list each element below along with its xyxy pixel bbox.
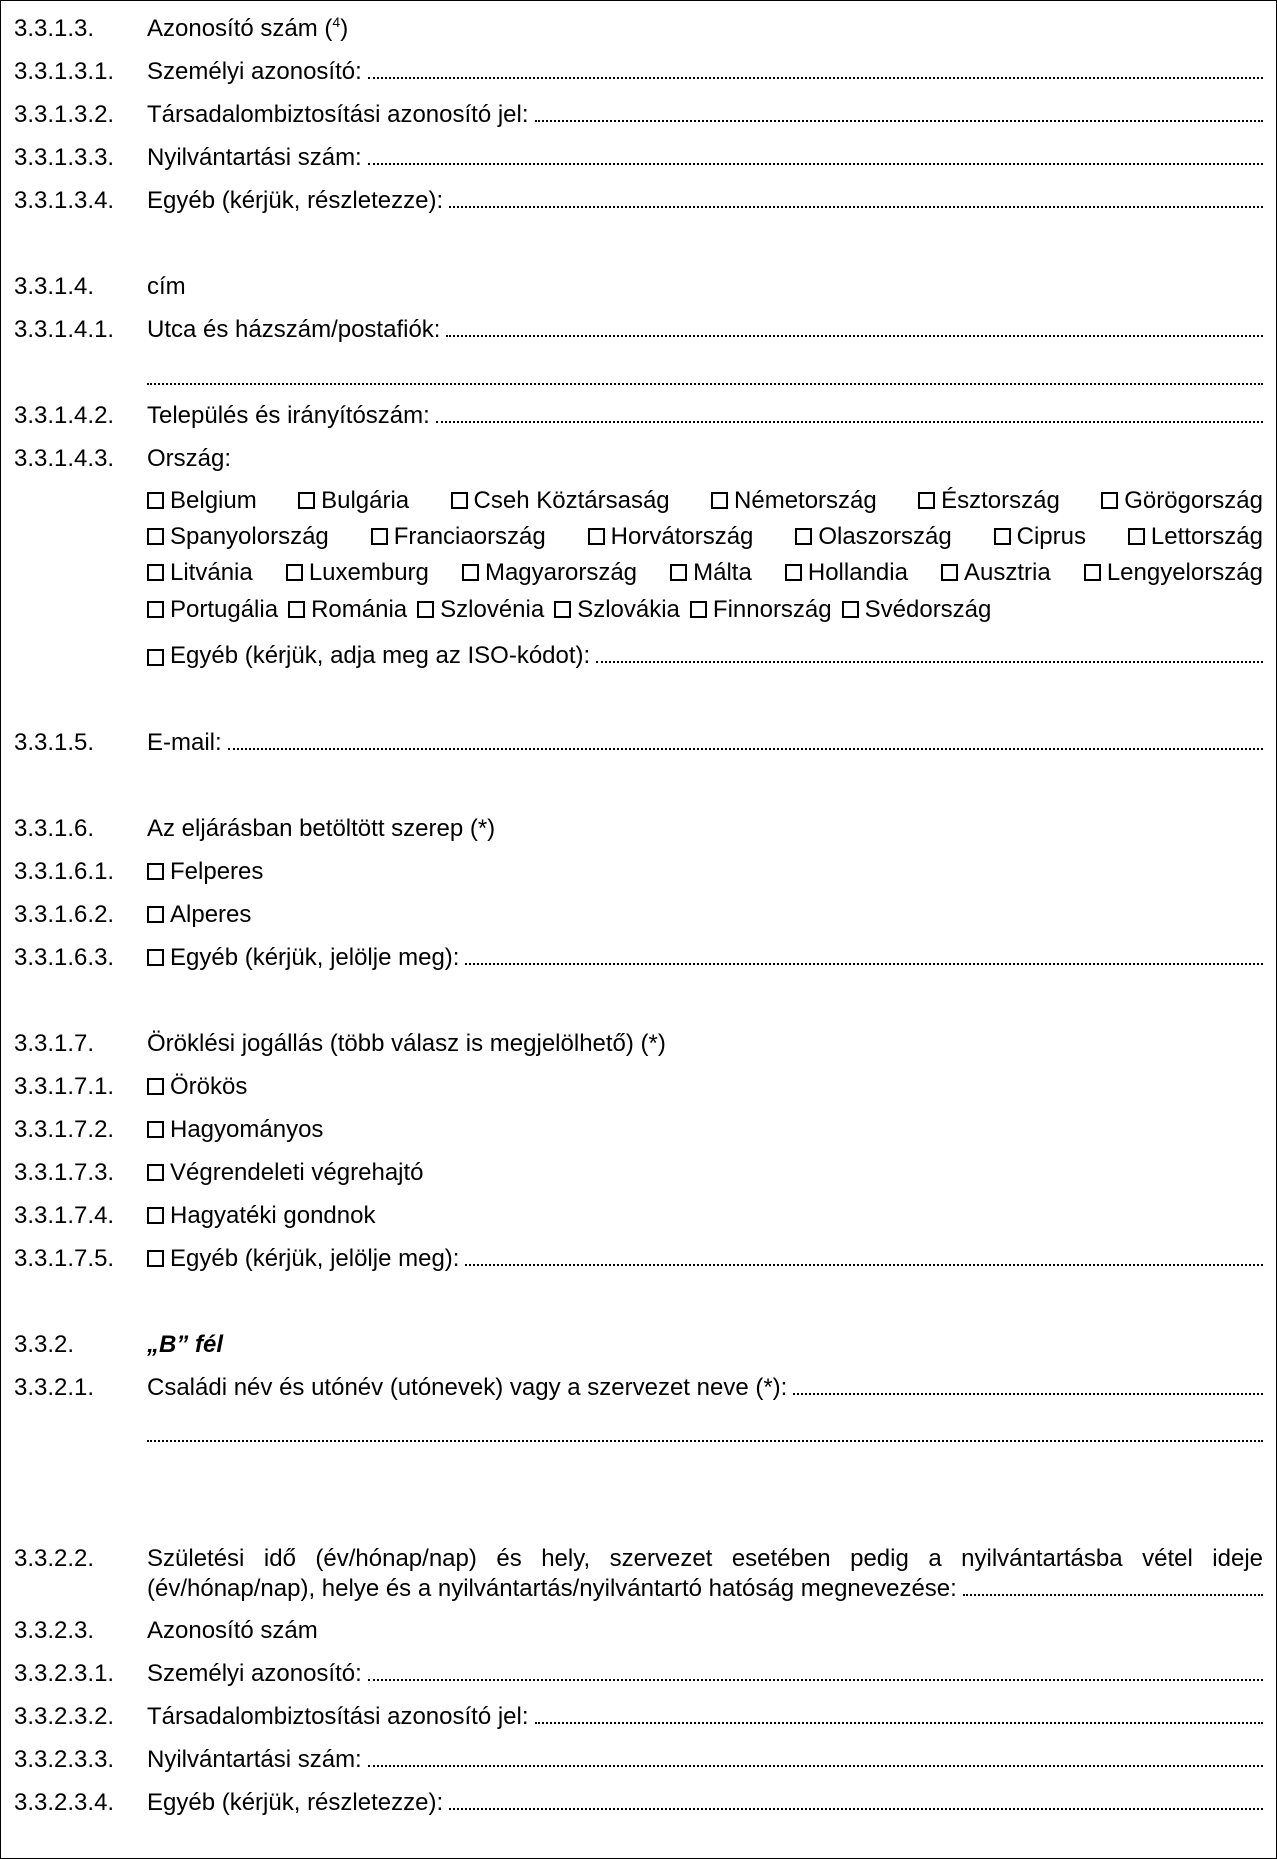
field-number: 3.3.1.3.3.: [14, 144, 115, 171]
checkbox[interactable]: [147, 649, 164, 666]
field-label: Társadalombiztosítási azonosító jel:: [147, 1703, 529, 1730]
field-label: Település és irányítószám:: [147, 402, 430, 429]
country-option[interactable]: [147, 595, 278, 625]
checkbox[interactable]: [588, 528, 605, 545]
b-other-id-input[interactable]: [449, 1788, 1263, 1810]
country-label: Belgium: [170, 487, 257, 514]
checkbox[interactable]: [147, 601, 164, 618]
section-label: „B” fél: [147, 1331, 224, 1358]
checkbox[interactable]: [690, 601, 707, 618]
country-label: Németország: [734, 487, 877, 514]
street-input[interactable]: [446, 315, 1263, 337]
section-identifier: [14, 14, 1263, 44]
checkbox[interactable]: [147, 528, 164, 545]
personal-id-input[interactable]: [368, 57, 1263, 79]
field-label: E-mail:: [147, 729, 222, 756]
field-b-social-security: [14, 1702, 1263, 1732]
field-other-id: [14, 186, 1263, 216]
field-number: 3.3.1.7.3.: [14, 1159, 115, 1186]
country-label: Portugália: [170, 596, 279, 623]
country-label: Ciprus: [1016, 523, 1086, 550]
other-id-input[interactable]: [449, 186, 1263, 208]
country-option[interactable]: [588, 522, 754, 552]
field-label: Társadalombiztosítási azonosító jel:: [147, 101, 529, 128]
country-label: Svédország: [864, 596, 992, 623]
option-plaintiff: [14, 857, 1263, 887]
country-option[interactable]: [918, 486, 1060, 516]
country-label: Luxemburg: [308, 559, 429, 586]
checkbox[interactable]: [842, 601, 859, 618]
field-label: Családi név és utónév (utónevek) vagy a szervezet neve (*):: [147, 1374, 788, 1401]
country-option[interactable]: [994, 522, 1086, 552]
option-succession-other: [14, 1244, 1263, 1274]
birth-text-line2-wrap: [147, 1574, 1263, 1604]
country-other-input[interactable]: [596, 641, 1263, 663]
checkbox[interactable]: [785, 564, 802, 581]
country-option[interactable]: [795, 522, 951, 552]
role-other-input[interactable]: [465, 943, 1263, 965]
street-input-line2[interactable]: [147, 363, 1263, 385]
country-row: [147, 522, 1263, 552]
country-label: Görögország: [1124, 487, 1263, 514]
field-number: 3.3.1.3.4.: [14, 187, 115, 214]
option-label: Végrendeleti végrehajtó: [170, 1159, 424, 1186]
section-succession: [14, 1029, 1263, 1059]
field-party-b-name: [14, 1373, 1263, 1403]
field-city: [14, 401, 1263, 431]
succession-other-input[interactable]: [465, 1244, 1263, 1266]
country-label: Románia: [311, 596, 408, 623]
paren-close: ): [340, 15, 349, 42]
section-party-b: [14, 1330, 1263, 1360]
checkbox[interactable]: [288, 601, 305, 618]
party-b-name-input-line2[interactable]: [147, 1420, 1263, 1442]
field-number: 3.3.2.1.: [14, 1374, 95, 1401]
country-label: Litvánia: [170, 559, 253, 586]
option-label: Hagyományos: [170, 1116, 324, 1143]
section-number: 3.3.1.3.: [14, 15, 95, 42]
checkbox[interactable]: [147, 1207, 164, 1224]
checkbox[interactable]: [147, 492, 164, 509]
section-label: cím: [147, 273, 186, 300]
b-personal-id-input[interactable]: [368, 1659, 1263, 1681]
checkbox[interactable]: [941, 564, 958, 581]
field-number: 3.3.1.6.2.: [14, 901, 115, 928]
country-option[interactable]: [371, 522, 546, 552]
field-registration-number: [14, 143, 1263, 173]
birth-text-line1: Születési idő (év/hónap/nap) és hely, szervezet esetében pedig a nyilvántartásba vétel ideje: [147, 1545, 1263, 1572]
option-defendant: [14, 900, 1263, 930]
section-number: 3.3.1.7.: [14, 1030, 95, 1057]
section-role: [14, 814, 1263, 844]
country-label: Málta: [693, 559, 752, 586]
country-option[interactable]: [288, 595, 407, 625]
field-number: 3.3.2.3.4.: [14, 1789, 115, 1816]
field-number: 3.3.1.6.3.: [14, 944, 115, 971]
checkbox[interactable]: [286, 564, 303, 581]
field-number: 3.3.1.7.5.: [14, 1245, 115, 1272]
checkbox[interactable]: [147, 1078, 164, 1095]
section-label: Azonosító szám (: [147, 15, 333, 42]
option-label: Felperes: [170, 858, 264, 885]
field-personal-id: [14, 57, 1263, 87]
checkbox[interactable]: [147, 1250, 164, 1267]
country-option[interactable]: [417, 595, 544, 625]
b-social-security-input[interactable]: [535, 1702, 1263, 1724]
social-security-input[interactable]: [535, 100, 1263, 122]
field-number: 3.3.1.4.1.: [14, 316, 115, 343]
country-option[interactable]: [1101, 486, 1263, 516]
checkbox[interactable]: [795, 528, 812, 545]
b-registration-number-input[interactable]: [368, 1745, 1263, 1767]
country-label: Finnország: [712, 596, 832, 623]
field-number: 3.3.2.3.3.: [14, 1746, 115, 1773]
country-option[interactable]: [147, 486, 257, 516]
country-row: [147, 486, 1263, 516]
field-b-registration-number: [14, 1745, 1263, 1775]
section-label: Az eljárásban betöltött szerep (*): [147, 815, 496, 842]
field-number: 3.3.1.3.1.: [14, 58, 115, 85]
field-label: Személyi azonosító:: [147, 58, 362, 85]
country-label: Szlovénia: [440, 596, 545, 623]
field-b-personal-id: [14, 1659, 1263, 1689]
country-option[interactable]: [1084, 558, 1263, 588]
field-social-security: [14, 100, 1263, 130]
checkbox[interactable]: [670, 564, 687, 581]
section-party-b-identifier: [14, 1616, 1263, 1646]
field-number: 3.3.2.3.1.: [14, 1660, 115, 1687]
field-number: 3.3.1.7.2.: [14, 1116, 115, 1143]
party-b-birth-text: [147, 1544, 1263, 1604]
section-number: 3.3.2.3.: [14, 1617, 95, 1644]
birth-text-line2: (év/hónap/nap), helye és a nyilvántartás/nyilvántartó hatóság megnevezése:: [147, 1575, 957, 1602]
field-label: Nyilvántartási szám:: [147, 1746, 362, 1773]
checkbox[interactable]: [711, 492, 728, 509]
country-label: Cseh Köztársaság: [473, 487, 670, 514]
country-label: Ausztria: [964, 559, 1051, 586]
option-label: Hagyatéki gondnok: [170, 1202, 376, 1229]
field-number: 3.3.1.7.1.: [14, 1073, 115, 1100]
party-b-name-input[interactable]: [793, 1373, 1263, 1395]
section-number: 3.3.1.4.: [14, 273, 95, 300]
checkbox[interactable]: [298, 492, 315, 509]
checkbox[interactable]: [1101, 492, 1118, 509]
country-row: [147, 558, 1263, 588]
section-label: Öröklési jogállás (több válasz is megjelölhető) (*): [147, 1030, 666, 1057]
country-option[interactable]: [1128, 522, 1263, 552]
country-label: Magyarország: [484, 559, 638, 586]
section-number: 3.3.2.: [14, 1331, 75, 1358]
checkbox[interactable]: [147, 863, 164, 880]
option-executor: [14, 1158, 1263, 1188]
footnote-ref: 4: [332, 14, 341, 30]
checkbox[interactable]: [371, 528, 388, 545]
country-option[interactable]: [462, 558, 637, 588]
field-country: [14, 444, 1263, 474]
country-option[interactable]: [670, 558, 752, 588]
option-legatee: [14, 1115, 1263, 1145]
field-label: Egyéb (kérjük, részletezze):: [147, 1789, 444, 1816]
country-option[interactable]: [690, 595, 832, 625]
checkbox[interactable]: [554, 601, 571, 618]
country-option[interactable]: [941, 558, 1051, 588]
checkbox[interactable]: [1128, 528, 1145, 545]
field-email: [14, 728, 1263, 758]
field-number: 3.3.1.7.4.: [14, 1202, 115, 1229]
checkbox[interactable]: [147, 949, 164, 966]
checkbox[interactable]: [918, 492, 935, 509]
country-option[interactable]: [785, 558, 908, 588]
field-label: Nyilvántartási szám:: [147, 144, 362, 171]
country-label: Franciaország: [393, 523, 546, 550]
option-heir: [14, 1072, 1263, 1102]
country-other-label: Egyéb (kérjük, adja meg az ISO-kódot):: [170, 642, 591, 669]
field-number: 3.3.1.5.: [14, 729, 95, 756]
city-input[interactable]: [436, 401, 1263, 423]
country-label: Lettország: [1150, 523, 1263, 550]
option-label: Örökös: [170, 1073, 248, 1100]
country-label: Spanyolország: [170, 523, 329, 550]
country-label: Észtország: [941, 487, 1060, 514]
country-option[interactable]: [554, 595, 680, 625]
section-number: 3.3.1.6.: [14, 815, 95, 842]
email-input[interactable]: [228, 728, 1263, 750]
option-role-other: [14, 943, 1263, 973]
field-number: 3.3.1.3.2.: [14, 101, 115, 128]
party-b-birth-input[interactable]: [963, 1574, 1263, 1596]
country-label: Bulgária: [321, 487, 410, 514]
country-option[interactable]: [842, 595, 992, 625]
section-label: Azonosító szám: [147, 1617, 318, 1644]
country-other-row: [147, 641, 1263, 671]
checkbox[interactable]: [147, 564, 164, 581]
country-label: Szlovákia: [577, 596, 680, 623]
country-option[interactable]: [298, 486, 409, 516]
country-label: Lengyelország: [1106, 559, 1263, 586]
checkbox[interactable]: [451, 492, 468, 509]
field-label: Egyéb (kérjük, részletezze):: [147, 187, 444, 214]
field-label: Utca és házszám/postafiók:: [147, 316, 441, 343]
field-label: Ország:: [147, 445, 232, 472]
country-option[interactable]: [286, 558, 429, 588]
field-number: 3.3.1.4.3.: [14, 445, 115, 472]
option-administrator: [14, 1201, 1263, 1231]
country-option[interactable]: [451, 486, 670, 516]
registration-number-input[interactable]: [368, 143, 1263, 165]
checkbox[interactable]: [417, 601, 434, 618]
country-label: Hollandia: [807, 559, 908, 586]
country-label: Horvátország: [610, 523, 754, 550]
country-option[interactable]: [711, 486, 877, 516]
checkbox[interactable]: [462, 564, 479, 581]
section-address: [14, 272, 1263, 302]
country-label: Olaszország: [818, 523, 952, 550]
checkbox[interactable]: [147, 1121, 164, 1138]
field-number: 3.3.1.4.2.: [14, 402, 115, 429]
checkbox[interactable]: [147, 906, 164, 923]
field-number: 3.3.2.2.: [14, 1545, 95, 1572]
field-number: 3.3.2.3.2.: [14, 1703, 115, 1730]
option-label: Egyéb (kérjük, jelölje meg):: [170, 1245, 460, 1272]
field-b-other-id: [14, 1788, 1263, 1818]
field-number: 3.3.1.6.1.: [14, 858, 115, 885]
country-option[interactable]: [147, 522, 329, 552]
checkbox[interactable]: [147, 1164, 164, 1181]
country-option[interactable]: [147, 558, 253, 588]
checkbox[interactable]: [994, 528, 1011, 545]
field-street: [14, 315, 1263, 345]
country-row: [147, 595, 1263, 625]
option-label: Alperes: [170, 901, 252, 928]
option-label: Egyéb (kérjük, jelölje meg):: [170, 944, 460, 971]
checkbox[interactable]: [1084, 564, 1101, 581]
field-label: Személyi azonosító:: [147, 1660, 362, 1687]
